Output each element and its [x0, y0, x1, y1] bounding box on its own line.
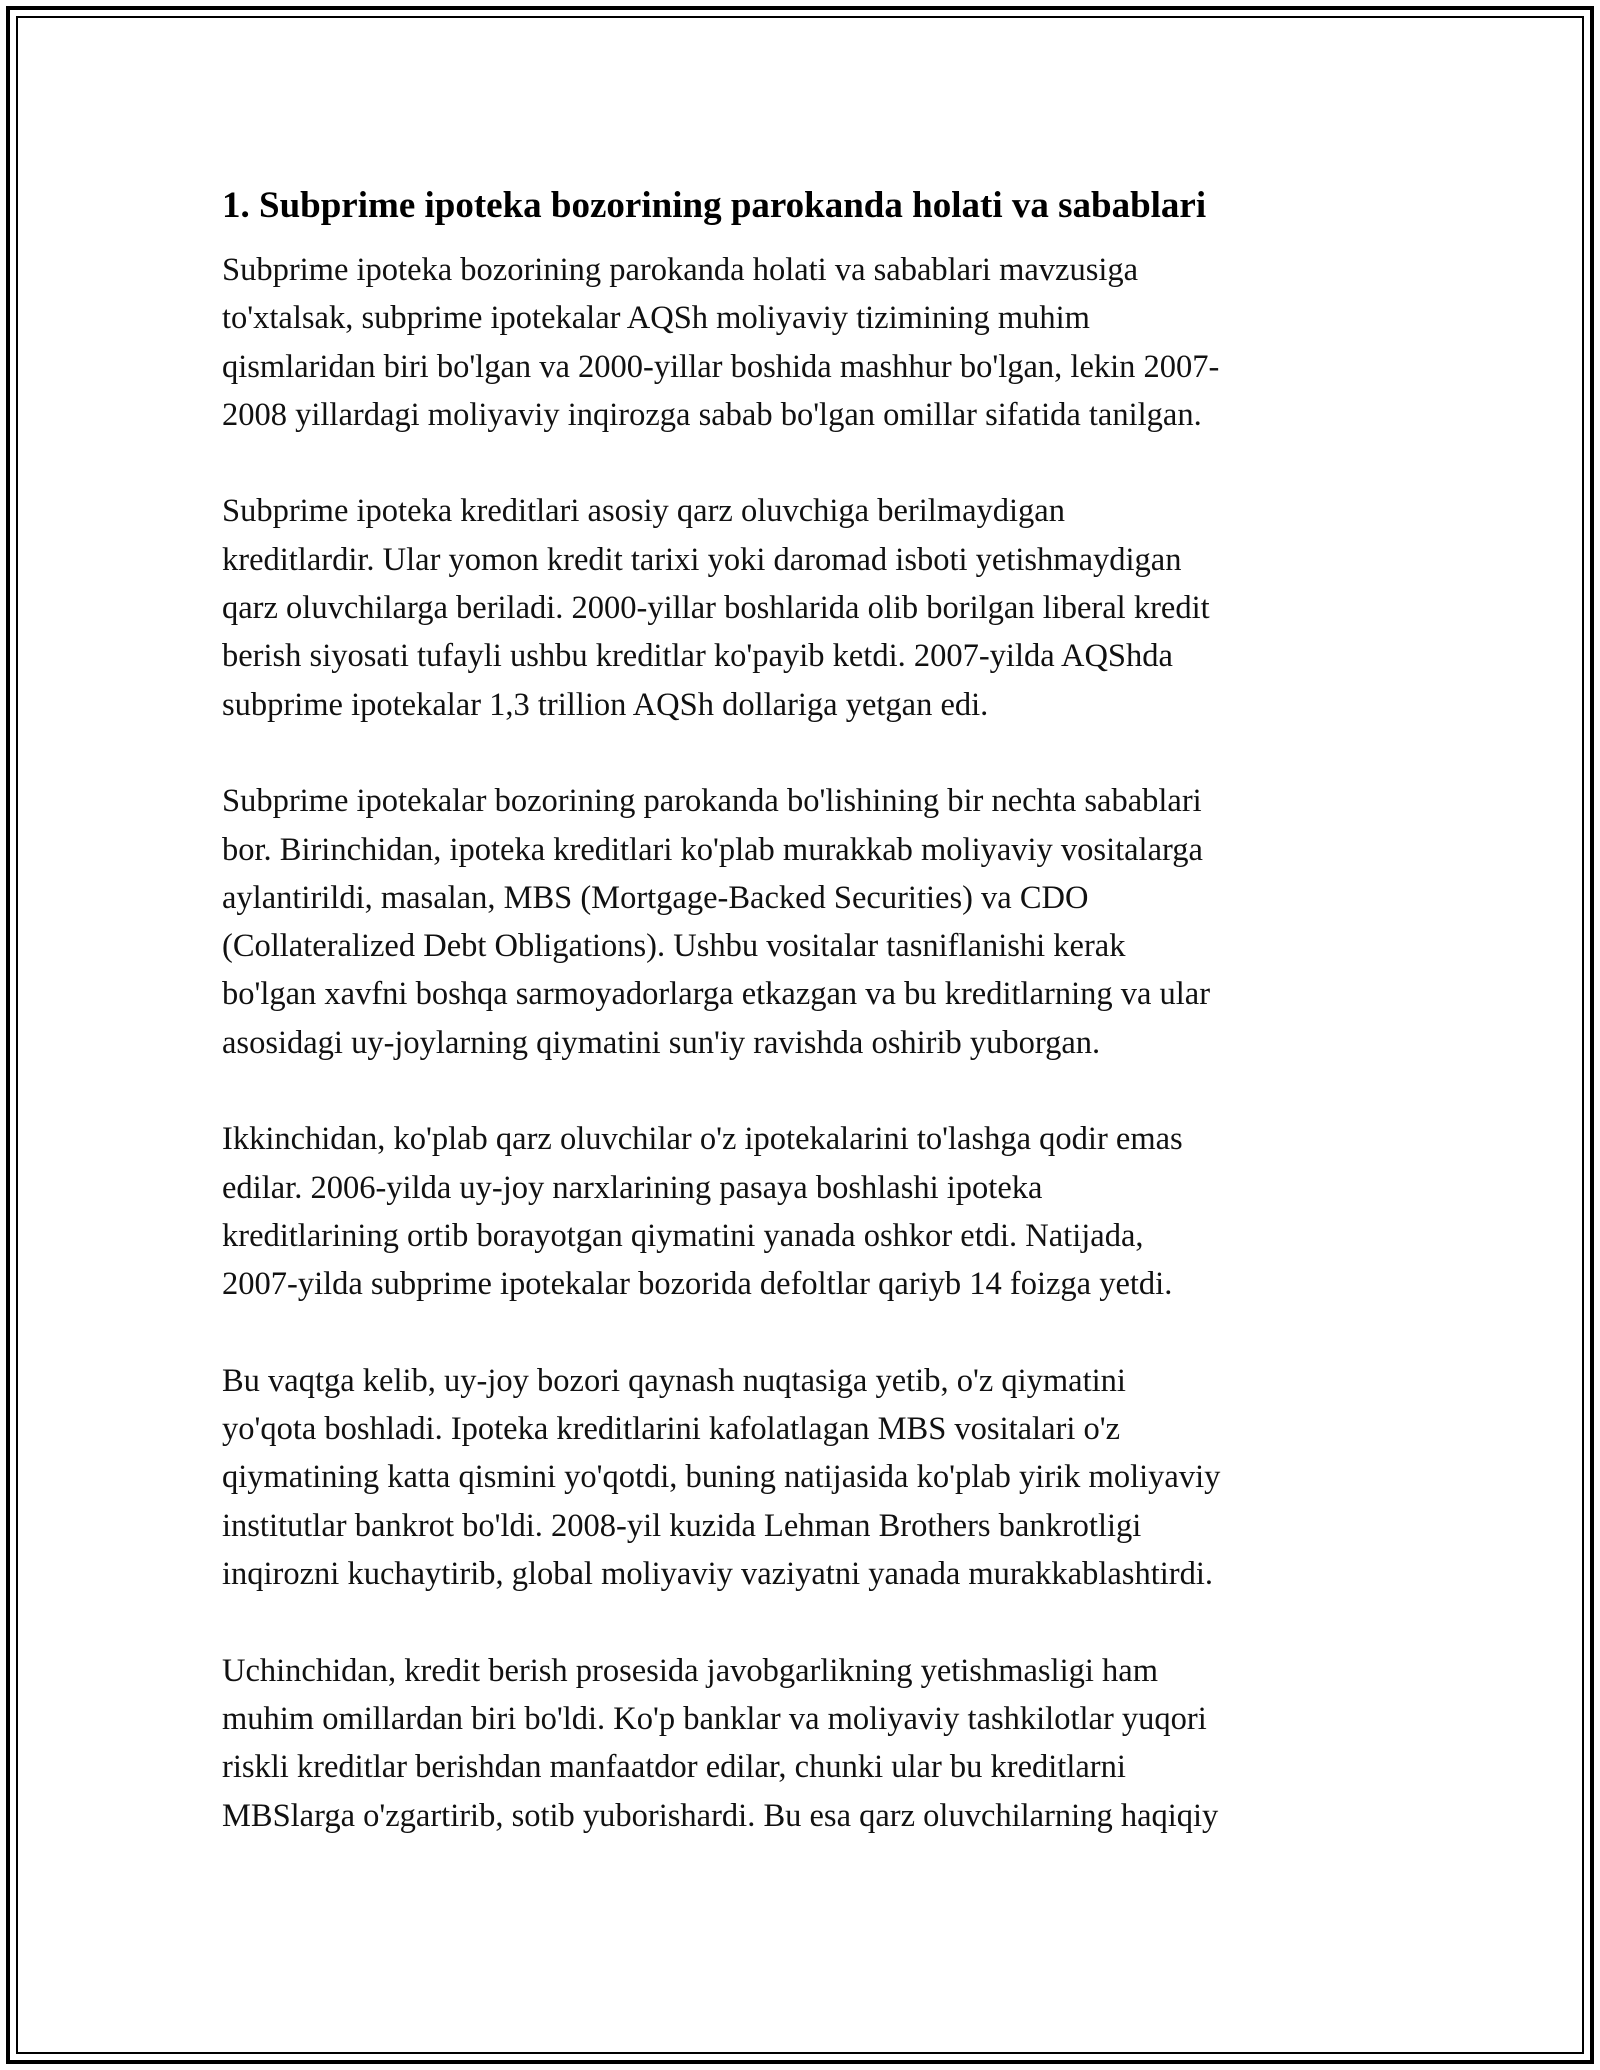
text-line: qiymatining katta qismini yo'qotdi, buning natijasida ko'plab yirik moliyaviy: [222, 1459, 1221, 1496]
text-line: 2008 yillardagi moliyaviy inqirozga sabab bo'lgan omillar sifatida tanilgan.: [222, 396, 1202, 433]
text-line: Bu vaqtga kelib, uy-joy bozori qaynash nuqtasiga yetib, o'z qiymatini: [222, 1362, 1126, 1399]
text-line: qismlaridan biri bo'lgan va 2000-yillar boshida mashhur bo'lgan, lekin 2007-: [222, 348, 1220, 385]
text-line: Subprime ipotekalar bozorining parokanda bo'lishining bir nechta sabablari: [222, 783, 1202, 820]
text-line: bor. Birinchidan, ipoteka kreditlari ko'plab murakkab moliyaviy vositalarga: [222, 831, 1203, 868]
text-line: aylantirildi, masalan, MBS (Mortgage-Backed Securities) va CDO: [222, 879, 1089, 916]
text-line: riskli kreditlar berishdan manfaatdor edilar, chunki ular bu kreditlarni: [222, 1749, 1126, 1786]
text-line: kreditlardir. Ular yomon kredit tarixi yoki daromad isboti yetishmaydigan: [222, 541, 1182, 578]
text-line: bo'lgan xavfni boshqa sarmoyadorlarga etkazgan va bu kreditlarning va ular: [222, 976, 1211, 1013]
text-line: (Collateralized Debt Obligations). Ushbu vositalar tasniflanishi kerak: [222, 928, 1126, 965]
text-line: Uchinchidan, kredit berish prosesida javobgarlikning yetishmasligi ham: [222, 1652, 1158, 1689]
text-line: Subprime ipoteka kreditlari asosiy qarz oluvchiga berilmaydigan: [222, 493, 1065, 530]
section-heading: 1. Subprime ipoteka bozorining parokanda holati va sabablari: [222, 185, 1207, 226]
text-line: Ikkinchidan, ko'plab qarz oluvchilar o'z ipotekalarini to'lashga qodir emas: [222, 1121, 1183, 1158]
text-line: yo'qota boshladi. Ipoteka kreditlarini kafolatlagan MBS vositalari o'z: [222, 1411, 1121, 1448]
paragraph-6: [222, 1647, 1372, 1840]
text-line: MBSlarga o'zgartirib, sotib yuborishardi. Bu esa qarz oluvchilarning haqiqiy: [222, 1797, 1219, 1834]
text-line: qarz oluvchilarga beriladi. 2000-yillar boshlarida olib borilgan liberal kredit: [222, 590, 1210, 627]
text-line: edilar. 2006-yilda uy-joy narxlarining pasaya boshlashi ipoteka: [222, 1169, 1043, 1206]
paragraph-2: [222, 487, 1372, 728]
text-line: berish siyosati tufayli ushbu kreditlar ko'payib ketdi. 2007-yilda AQShda: [222, 638, 1173, 675]
text-line: asosidagi uy-joylarning qiymatini sun'iy ravishda oshirib yuborgan.: [222, 1024, 1101, 1061]
text-line: Subprime ipoteka bozorining parokanda holati va sabablari mavzusiga: [222, 252, 1139, 288]
document-body: [222, 182, 1372, 1888]
paragraph-3: [222, 777, 1372, 1067]
text-line: kreditlarining ortib borayotgan qiymatini yanada oshkor etdi. Natijada,: [222, 1217, 1144, 1254]
text-line: institutlar bankrot bo'ldi. 2008-yil kuzida Lehman Brothers bankrotligi: [222, 1507, 1142, 1544]
paragraph-1: [222, 246, 1372, 439]
paragraph-5: [222, 1357, 1372, 1598]
paragraph-4: [222, 1115, 1372, 1308]
text-line: muhim omillardan biri bo'ldi. Ko'p banklar va moliyaviy tashkilotlar yuqori: [222, 1700, 1207, 1737]
text-line: inqirozni kuchaytirib, global moliyaviy vaziyatni yanada murakkablashtirdi.: [222, 1556, 1213, 1593]
text-line: subprime ipotekalar 1,3 trillion AQSh dollariga yetgan edi.: [222, 686, 989, 723]
text-line: to'xtalsak, subprime ipotekalar AQSh moliyaviy tizimining muhim: [222, 300, 1090, 337]
text-line: 2007-yilda subprime ipotekalar bozorida defoltlar qariyb 14 foizga yetdi.: [222, 1266, 1173, 1303]
